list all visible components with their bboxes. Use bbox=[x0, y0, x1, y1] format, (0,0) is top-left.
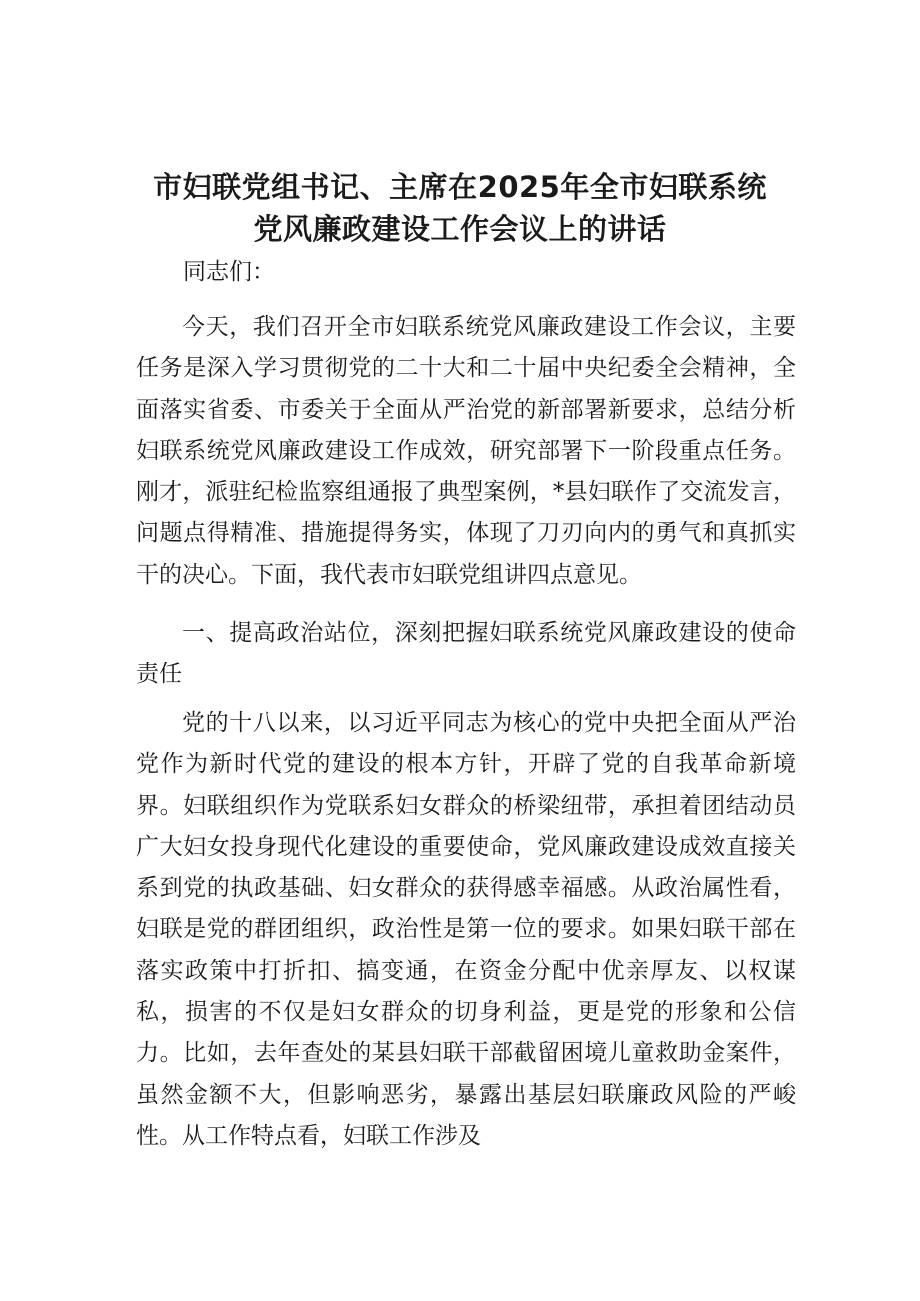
document-title-line-1: 市妇联党组书记、主席在2025年全市妇联系统 bbox=[153, 170, 767, 204]
section-heading-1: 一、提高政治站位，深刻把握妇联系统党风廉政建设的使命责任 bbox=[136, 620, 796, 688]
greeting: 同志们： bbox=[183, 259, 275, 285]
document-title-line-2: 党风廉政建设工作会议上的讲话 bbox=[253, 212, 667, 246]
paragraph-section-1-body: 党的十八以来，以习近平同志为核心的党中央把全面从严治党作为新时代党的建设的根本方针，开辟了党的自我革命新境界。妇联组织作为党联系妇女群众的桥梁纽带，承担着团结动员广大妇女投身现代化建设的重要使命，党风廉政建设成效直接关系到党的执政基础、妇女群众的获得感幸福感。从政治属性看，妇联是党的群团组织，政治性是第一位的要求。如果妇联干部在落实政策中打折扣、搞变通，在资金分配中优亲厚友、以权谋私，损害的不仅是妇女群众的切身利益，更是党的形象和公信力。比如，去年查处的某县妇联干部截留困境儿童救助金案件，虽然金额不大，但影响恶劣，暴露出基层妇联廉政风险的严峻性。从工作特点看，妇联工作涉及 bbox=[136, 710, 796, 1149]
paragraph-opening: 今天，我们召开全市妇联系统党风廉政建设工作会议，主要任务是深入学习贯彻党的二十大和二十届中央纪委全会精神，全面落实省委、市委关于全面从严治党的新部署新要求，总结分析妇联系统党风廉政建设工作成效，研究部署下一阶段重点任务。刚才，派驻纪检监察组通报了典型案例，*县妇联作了交流发言，问题点得精准、措施提得务实，体现了刀刃向内的勇气和真抓实干的决心。下面，我代表市妇联党组讲四点意见。 bbox=[136, 314, 796, 588]
